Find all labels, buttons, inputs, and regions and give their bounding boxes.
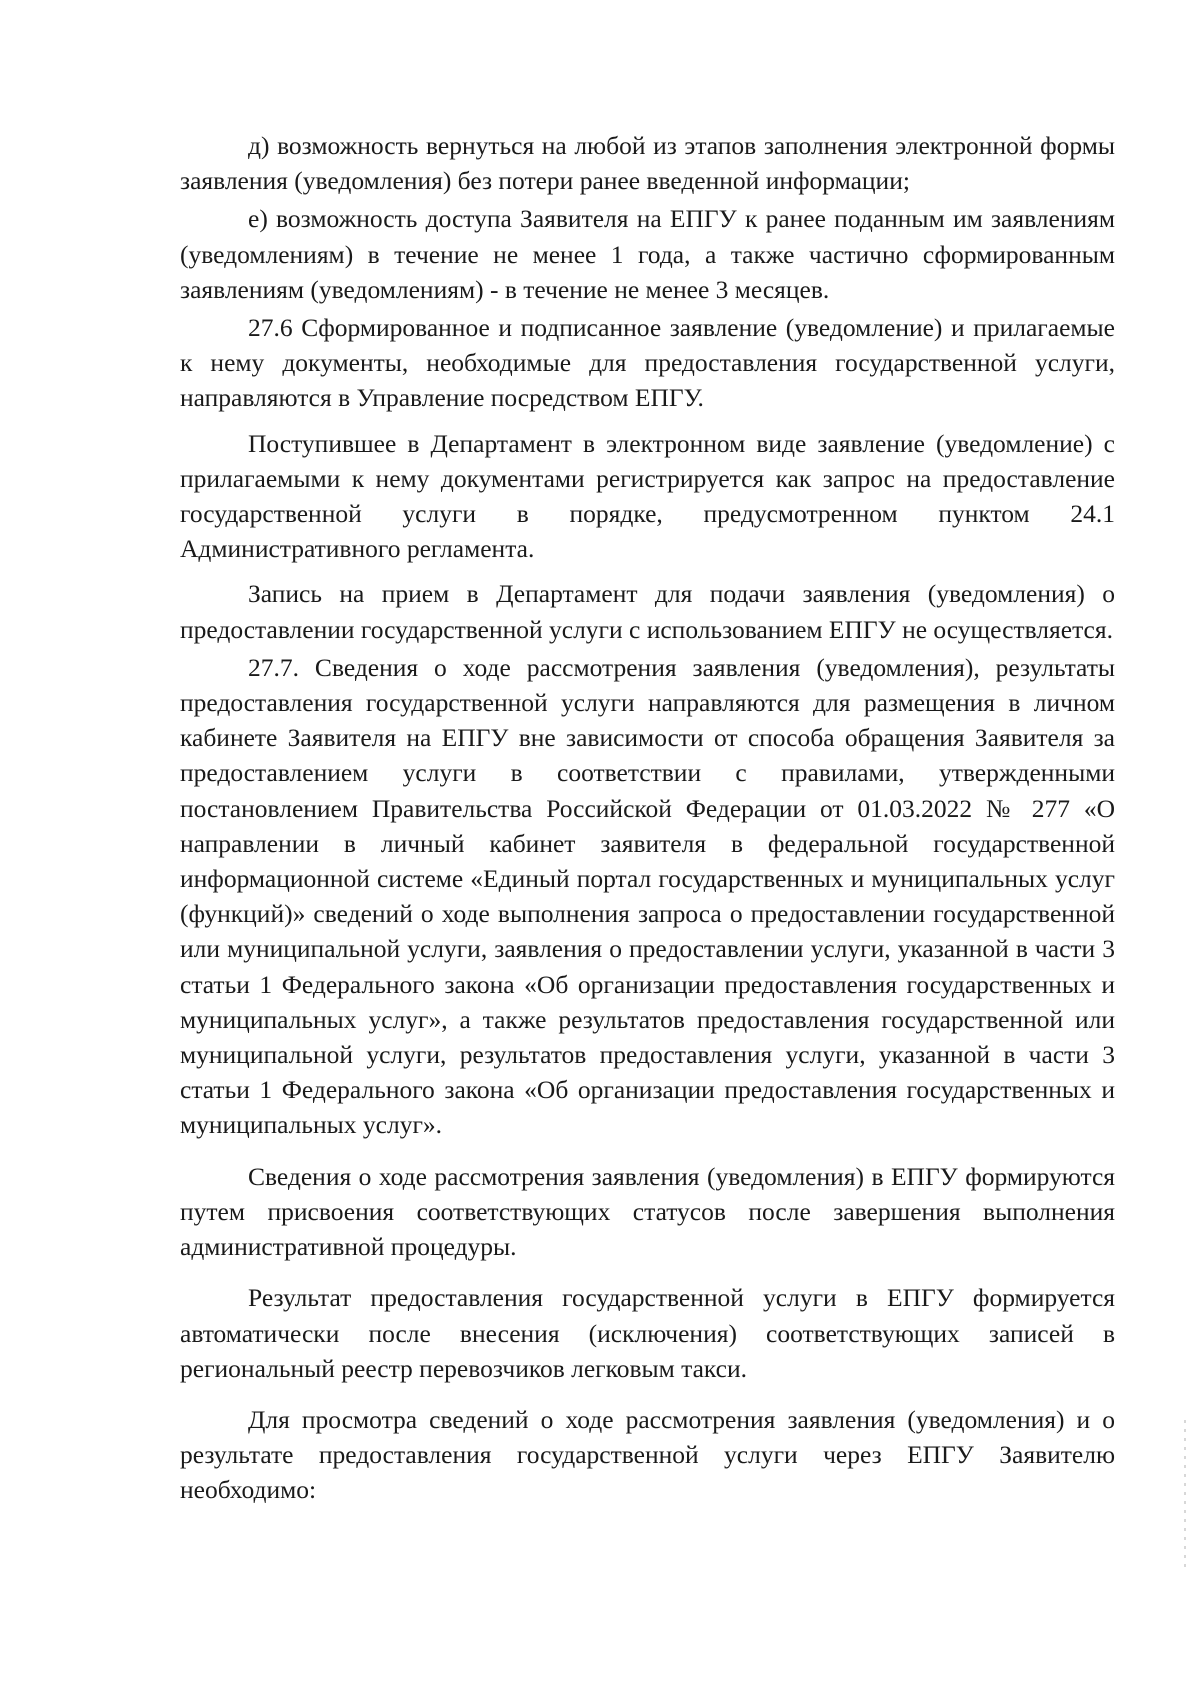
paragraph-27-7: 27.7. Сведения о ходе рассмотрения заявления (уведомления), результаты предоставления государственной услуги направляются для размещения в личном кабинете Заявителя на ЕПГУ вне зависимости от способа обращения Заявителя за предоставлением услуги в соответствии с правилами, утвержденными постановлением Правительства Российской Федерации от 01.03.2022 № 277 «О направлении в личный кабинет заявителя в федеральной государственной информационной системе «Единый портал государственных и муниципальных услуг (функций)» сведений о ходе выполнения запроса о предоставлении государственной или муниципальной услуги, заявления о предоставлении услуги, указанной в части 3 статьи 1 Федерального закона «Об организации предоставления государственных и муниципальных услуг», а также результатов предоставления государственной или муниципальной услуги, результатов предоставления услуги, указанной в части 3 статьи 1 Федерального закона «Об организации предоставления государственных и муниципальных услуг». xyxy=(180,652,1115,1140)
paragraph-registration: Поступившее в Департамент в электронном виде заявление (уведомление) с прилагаемыми к нему документами регистрируется как запрос на предоставление государственной услуги в порядке, предусмотренном пунктом 24.1 Административного регламента. xyxy=(180,428,1115,564)
paragraph-result: Результат предоставления государственной услуги в ЕПГУ формируется автоматически после внесения (исключения) соответствующих записей в региональный реестр перевозчиков легковым такси. xyxy=(180,1283,1115,1383)
scan-edge-artifact xyxy=(1184,1420,1186,1570)
paragraph-appointment: Запись на прием в Департамент для подачи заявления (уведомления) о предоставлении государственной услуги с использованием ЕПГУ не осуществляется. xyxy=(180,579,1115,644)
document-body xyxy=(180,128,1115,1508)
paragraph-view-instructions: Для просмотра сведений о ходе рассмотрения заявления (уведомления) и о результате предоставления государственной услуги через ЕПГУ Заявителю необходимо: xyxy=(180,1404,1115,1505)
paragraph-status-info: Сведения о ходе рассмотрения заявления (уведомления) в ЕПГУ формируются путем присвоения соответствующих статусов после завершения выполнения административной процедуры. xyxy=(180,1161,1115,1262)
paragraph-item-d: д) возможность вернуться на любой из этапов заполнения электронной формы заявления (уведомления) без потери ранее введенной информации; xyxy=(180,131,1115,196)
paragraph-27-6: 27.6 Сформированное и подписанное заявление (уведомление) и прилагаемые к нему документы, необходимые для предоставления государственной услуги, направляются в Управление посредством ЕПГУ. xyxy=(180,313,1115,413)
paragraph-item-e: е) возможность доступа Заявителя на ЕПГУ к ранее поданным им заявлениям (уведомлениям) в течение не менее 1 года, а также частично сформированным заявлениям (уведомлениям) - в течение не менее 3 месяцев. xyxy=(180,204,1115,304)
